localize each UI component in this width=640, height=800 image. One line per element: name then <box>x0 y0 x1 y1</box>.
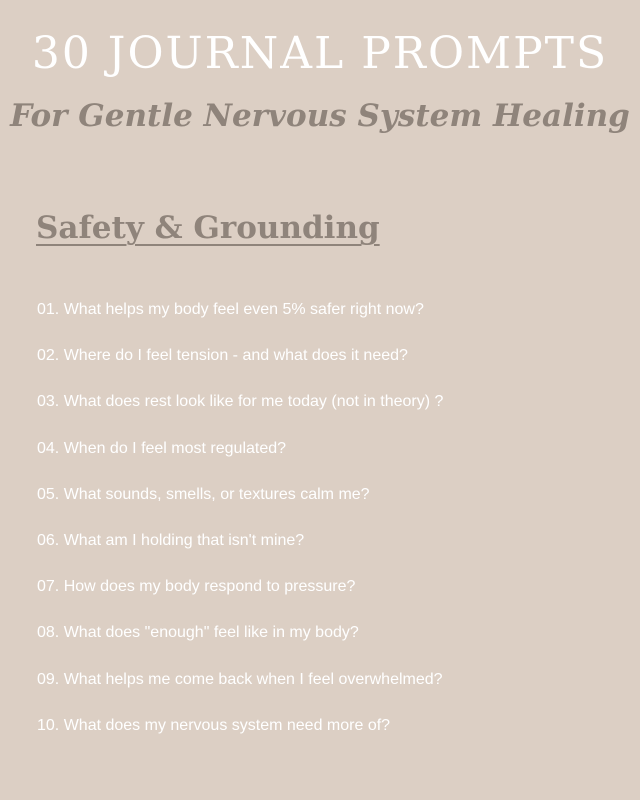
section-heading: Safety & Grounding <box>36 210 380 246</box>
prompt-item: 07. How does my body respond to pressure? <box>37 578 356 596</box>
prompt-item: 09. What helps me come back when I feel overwhelmed? <box>37 670 443 688</box>
prompt-item: 10. What does my nervous system need more of? <box>37 716 391 734</box>
prompt-list <box>37 298 443 760</box>
prompt-item: 01. What helps my body feel even 5% safer right now? <box>37 301 424 318</box>
page-title: 30 JOURNAL PROMPTS <box>31 28 609 79</box>
prompt-item: 05. What sounds, smells, or textures calm me? <box>37 485 370 503</box>
prompt-item: 03. What does rest look like for me today (not in theory) ? <box>37 393 444 411</box>
prompt-item: 06. What am I holding that isn't mine? <box>37 531 305 549</box>
prompt-item: 04. When do I feel most regulated? <box>37 439 287 457</box>
page-subtitle: For Gentle Nervous System Healing <box>10 98 630 134</box>
prompt-item: 02. Where do I feel tension - and what does it need? <box>37 347 408 365</box>
prompt-item: 08. What does "enough" feel like in my body? <box>37 624 359 642</box>
